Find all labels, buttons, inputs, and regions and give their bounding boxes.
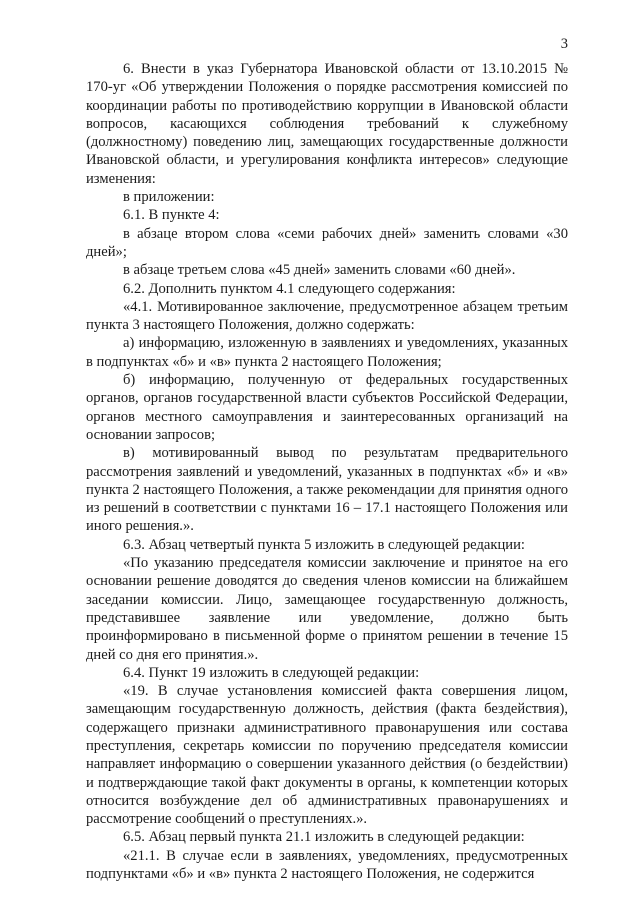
paragraph-4-1-a: а) информацию, изложенную в заявлениях и уведомлениях, указанных в подпунктах «б» и «в» пункта 2 настоящего Положения; xyxy=(86,335,568,370)
paragraph-6: 6. Внести в указ Губернатора Ивановской области от 13.10.2015 № 170-уг «Об утверждении Положения о порядке рассмотрения комиссией по координации работы по противодействию коррупции в Ивановской области вопросов, касающихся соблюдения требований к служебному (должностному) поведению лиц, замещающих государственные должности Ивановской области, и урегулирования конфликта интересов» следующие изменения: xyxy=(86,61,568,187)
paragraph-6-2: 6.2. Дополнить пунктом 4.1 следующего содержания: xyxy=(123,280,456,297)
paragraph-19-quote: «19. В случае установления комиссией факта совершения лицом, замещающим государственную должность, действия (факта бездействия), содержащего признаки административного правонарушения или состава преступления, секретарь комиссии по поручению председателя комиссии направляет информацию о совершении указанного действия (о бездействии) и подтверждающие такой факт документы в органы, к компетенции которых относится возбуждение дел об административных правонарушениях и рассмотрение сообщений о преступлениях.». xyxy=(86,683,568,828)
document-body xyxy=(86,60,568,883)
paragraph-6-1: 6.1. В пункте 4: xyxy=(123,207,220,224)
paragraph-4-1-b: б) информацию, полученную от федеральных государственных органов, органов государственной власти субъектов Российской Федерации, органов местного самоуправления и заинтересованных организаций на основании запросов; xyxy=(86,372,568,443)
paragraph-6-3: 6.3. Абзац четвертый пункта 5 изложить в следующей редакции: xyxy=(123,536,525,553)
page-number: 3 xyxy=(560,36,568,52)
paragraph-6-1-b: в абзаце третьем слова «45 дней» заменить словами «60 дней». xyxy=(123,262,516,279)
paragraph-4-1-c: в) мотивированный вывод по результатам предварительного рассмотрения заявлений и уведомлений, указанных в подпунктах «б» и «в» пункта 2 настоящего Положения, а также рекомендации для принятия одного из решений в соответствии с пунктами 16 – 17.1 настоящего Положения или иного решения.». xyxy=(86,445,568,535)
paragraph-5-quote: «По указанию председателя комиссии заключение и принятое на его основании решение доводятся до сведения членов комиссии на ближайшем заседании комиссии. Лицо, замещающее государственную должность, представившее заявление или уведомление, должно быть проинформировано в письменной форме о принятом решении в течение 15 дней со дня его принятия.». xyxy=(86,555,568,663)
paragraph-6-4: 6.4. Пункт 19 изложить в следующей редакции: xyxy=(123,664,420,681)
paragraph-4-1: «4.1. Мотивированное заключение, предусмотренное абзацем третьим пункта 3 настоящего Положения, должно содержать: xyxy=(86,298,568,334)
paragraph-21-1-quote: «21.1. В случае если в заявлениях, уведомлениях, предусмотренных подпунктами «б» и «в» пункта 2 настоящего Положения, не содержится xyxy=(86,847,568,883)
paragraph-in-appendix: в приложении: xyxy=(123,189,215,206)
paragraph-6-5: 6.5. Абзац первый пункта 21.1 изложить в следующей редакции: xyxy=(123,829,525,846)
paragraph-6-1-a: в абзаце втором слова «семи рабочих дней» заменить словами «30 дней»; xyxy=(86,225,568,260)
